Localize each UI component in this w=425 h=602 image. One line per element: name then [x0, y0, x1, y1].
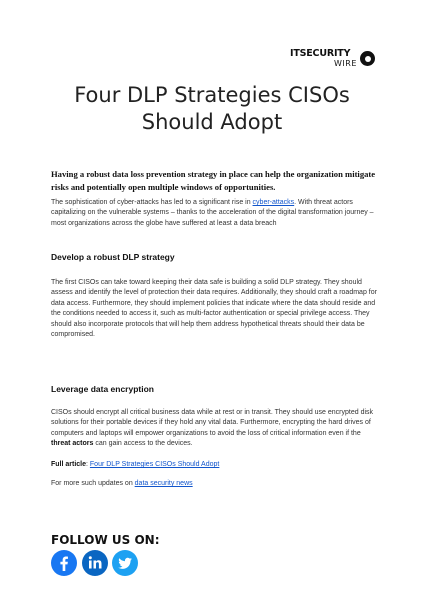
heading-dlp-strategy: Develop a robust DLP strategy — [51, 252, 175, 262]
paragraph-text: . With threat actors capitalizing on the vulnerable systems – thanks to the acceleration of the digital transformation journey – most organizations across the globe have suffered at least a data breach — [51, 199, 374, 227]
paragraph-text: can gain access to the devices. — [93, 440, 193, 448]
heading-data-encryption: Leverage data encryption — [51, 384, 154, 394]
logo-ring-icon — [360, 51, 375, 66]
paragraph-text: The sophistication of cyber-attacks has led to a significant rise in — [51, 199, 253, 206]
paragraph-dlp-strategy: The first CISOs can take toward keeping their data safe is building a solid DLP strategy. They should assess and identify the level of protection their data requires. Additionally, they should craft a roadmap for data access. Furthermore, they should implement policies that indicate where the data should reside and the conditions needed to access it, such as multi-factor authentication or special privilege access. They should also incorporate protocols that will help them address hypothetical threats should their data be compromised. — [51, 279, 377, 339]
full-article-link[interactable]: Four DLP Strategies CISOs Should Adopt — [89, 461, 220, 468]
linkedin-icon — [82, 550, 108, 576]
paragraph-text: CISOs should encrypt all critical business data while at rest or in transit. They should use encrypted disk solutions for their portable devices if they hold any vital data. Furthermore, encrypting the hard drives of computers and laptops will empower organizations to avoid the loss of critical information even if the — [51, 409, 374, 437]
facebook-link[interactable] — [51, 550, 77, 576]
paragraph-data-encryption — [51, 408, 379, 450]
itsecuritywire-logo — [290, 47, 380, 69]
more-updates-line — [51, 479, 379, 489]
intro-text: Having a robust data loss prevention strategy in place can help the organization mitigate risks and potentially open multiple windows of opportunities. — [51, 169, 376, 192]
twitter-icon — [112, 550, 138, 576]
paragraph-sophistication — [51, 198, 379, 229]
linkedin-link[interactable] — [82, 550, 108, 576]
facebook-icon — [51, 550, 77, 576]
full-article-label: Full article — [51, 461, 87, 468]
follow-us-heading: FOLLOW US ON: — [51, 533, 160, 547]
more-updates-text: For more such updates on — [51, 480, 135, 487]
logo-text-bottom: WIRE — [334, 59, 357, 68]
page-title: Four DLP Strategies CISOs Should Adopt — [74, 83, 350, 134]
logo-text-top: ITSECURITY — [290, 48, 351, 59]
cyber-attacks-link[interactable]: cyber-attacks — [252, 199, 295, 206]
twitter-link[interactable] — [112, 550, 138, 576]
full-article-separator: : — [86, 461, 90, 468]
data-security-news-link[interactable]: data security news — [134, 480, 193, 487]
full-article-line — [51, 460, 379, 470]
threat-actors-text: threat actors — [51, 440, 94, 448]
